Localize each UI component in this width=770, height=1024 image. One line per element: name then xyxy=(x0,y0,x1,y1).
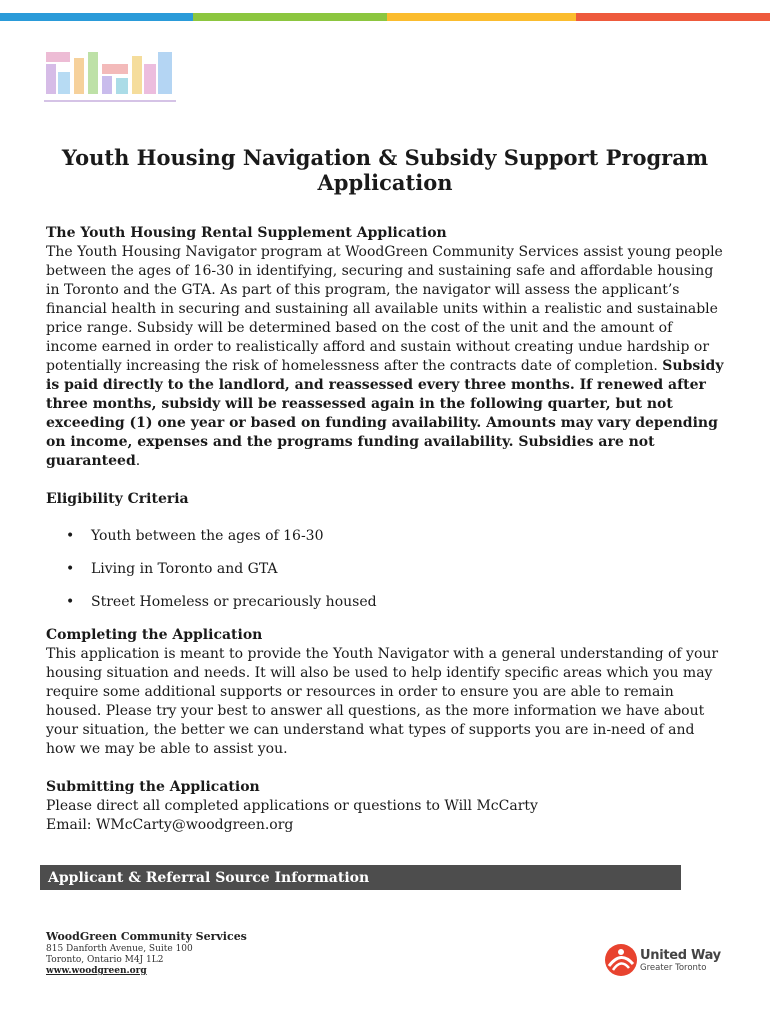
color-bar-yellow xyxy=(387,13,576,21)
header-color-bar xyxy=(0,13,770,21)
submitting-heading: Submitting the Application xyxy=(46,779,260,795)
eligibility-heading: Eligibility Criteria xyxy=(46,491,189,507)
united-way-region: Greater Toronto xyxy=(640,963,707,973)
bullet-icon: • xyxy=(66,561,75,577)
submitting-line: Please direct all completed applications or questions to Will McCarty xyxy=(46,798,538,814)
intro-paragraph xyxy=(46,243,726,471)
submitting-email: Email: WMcCarty@woodgreen.org xyxy=(46,817,294,833)
list-item xyxy=(46,527,726,560)
color-bar-red xyxy=(576,13,770,21)
footer-website-link[interactable]: www.woodgreen.org xyxy=(46,966,147,976)
completing-heading: Completing the Application xyxy=(46,627,263,643)
woodgreen-logo xyxy=(44,50,176,108)
footer-address xyxy=(46,930,247,977)
eligibility-list xyxy=(46,527,726,626)
list-item-text: Youth between the ages of 16-30 xyxy=(91,528,324,544)
list-item xyxy=(46,560,726,593)
footer-address-line-2: Toronto, Ontario M4J 1L2 xyxy=(46,955,164,965)
color-bar-green xyxy=(193,13,387,21)
footer-org-name: WoodGreen Community Services xyxy=(46,930,247,943)
section-header-applicant-info: Applicant & Referral Source Information xyxy=(40,865,681,890)
color-bar-blue xyxy=(0,13,193,21)
intro-bold-text: Subsidy is paid directly to the landlord, and reassessed every three months. If renewed after three months, subsidy will be reassessed again in the following quarter, but not exceeding (1) one year or based on funding availability. Amounts may vary depending on income, expenses and the programs funding availability. Subsidies are not guaranteed xyxy=(46,358,724,469)
list-item-text: Living in Toronto and GTA xyxy=(91,561,278,577)
united-way-name: United Way xyxy=(640,948,721,963)
document-body xyxy=(46,224,726,835)
united-way-wordmark xyxy=(640,948,721,973)
list-item xyxy=(46,593,726,626)
footer-address-line-1: 815 Danforth Avenue, Suite 100 xyxy=(46,944,193,954)
bullet-icon: • xyxy=(66,594,75,610)
bullet-icon: • xyxy=(66,528,75,544)
intro-period: . xyxy=(135,453,141,469)
intro-heading: The Youth Housing Rental Supplement Application xyxy=(46,225,447,241)
list-item-text: Street Homeless or precariously housed xyxy=(91,594,377,610)
document-title: Youth Housing Navigation & Subsidy Support Program Application xyxy=(61,145,709,195)
completing-paragraph: This application is meant to provide the Youth Navigator with a general understanding of your housing situation and needs. It will also be used to help identify specific areas which you may require some additional supports or resources in order to ensure you are able to remain housed. Please try your best to answer all questions, as the more information we have about your situation, the better we can understand what types of supports you are in-need of and how we may be able to assist you. xyxy=(46,646,719,757)
intro-body: The Youth Housing Navigator program at WoodGreen Community Services assist young people between the ages of 16-30 in identifying, securing and sustaining safe and affordable housing in Toronto and the GTA. As part of this program, the navigator will assess the applicant’s financial health in securing and sustaining all available units within a realistic and sustainable price range. Subsidy will be determined based on the cost of the unit and the amount of income earned in order to realistically afford and sustain without creating undue hardship or potentially increasing the risk of homelessness after the contracts date of completion. xyxy=(46,244,723,374)
